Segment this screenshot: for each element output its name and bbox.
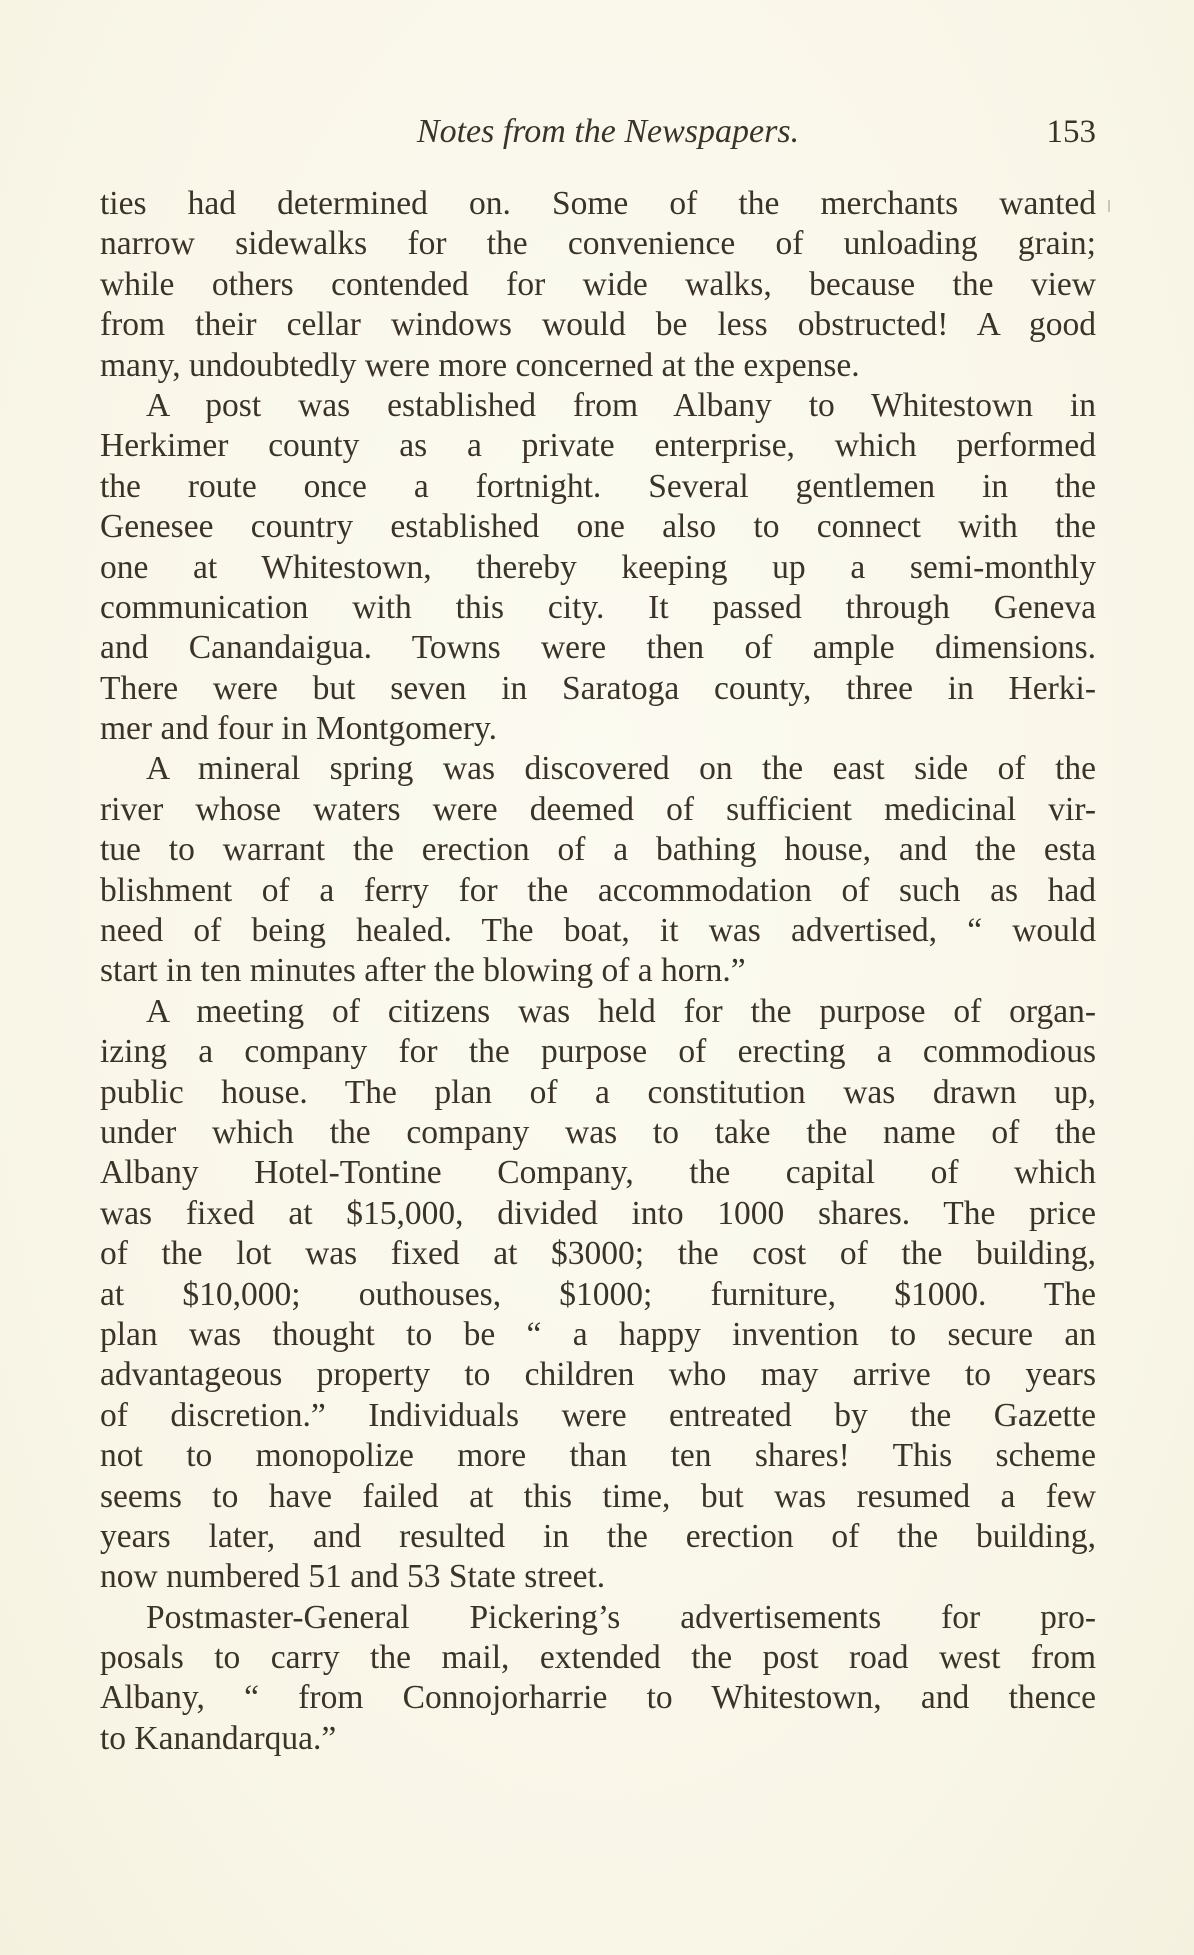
text-line: ties had determined on. Some of the merchants wanted [100, 185, 1096, 222]
text-line: under which the company was to take the name of the [100, 1113, 1096, 1151]
paragraph [100, 386, 1096, 750]
text-line: start in ten minutes after the blowing of a horn.” [100, 952, 746, 990]
text-line: years later, and resulted in the erection of the building, [100, 1517, 1096, 1555]
text-line: while others contended for wide walks, because the view [100, 265, 1096, 303]
text-line: the route once a fortnight. Several gentlemen in the [100, 467, 1096, 505]
text-line: Postmaster-General Pickering’s advertisements for pro- [146, 1598, 1096, 1636]
text-line: tue to warrant the erection of a bathing house, and the esta [100, 831, 1096, 869]
text-line: at $10,000; outhouses, $1000; furniture, $1000. The [100, 1275, 1096, 1313]
text-line: need of being healed. The boat, it was advertised, “ would [100, 912, 1096, 950]
paragraph [100, 184, 1096, 386]
text-line: now numbered 51 and 53 State street. [100, 1558, 606, 1596]
text-line: seems to have failed at this time, but was resumed a few [100, 1477, 1096, 1515]
text-line: izing a company for the purpose of erecting a commodious [100, 1033, 1096, 1071]
text-line: plan was thought to be “ a happy invention to secure an [100, 1315, 1096, 1353]
text-line: was fixed at $15,000, divided into 1000 shares. The price [100, 1194, 1096, 1232]
text-line: to Kanandarqua.” [100, 1719, 337, 1757]
margin-mark [1108, 200, 1110, 212]
text-line: from their cellar windows would be less obstructed! A good [100, 306, 1096, 344]
text-line: mer and four in Montgomery. [100, 710, 497, 748]
running-head [100, 110, 1096, 154]
text-line: A meeting of citizens was held for the purpose of organ- [146, 992, 1096, 1030]
text-line: Herkimer county as a private enterprise, which performed [100, 427, 1096, 465]
paragraph [100, 749, 1096, 991]
text-line: advantageous property to children who may arrive to years [100, 1356, 1096, 1394]
text-line: posals to carry the mail, extended the post road west from [100, 1639, 1096, 1677]
paragraph [100, 992, 1096, 1598]
paragraph [100, 1598, 1096, 1760]
text-line: narrow sidewalks for the convenience of unloading grain; [100, 225, 1096, 263]
page-number: 153 [1046, 114, 1096, 150]
text-line: many, undoubtedly were more concerned at the expense. [100, 346, 860, 384]
text-line: not to monopolize more than ten shares! This scheme [100, 1437, 1096, 1475]
text-line: and Canandaigua. Towns were then of ample dimensions. [100, 629, 1096, 667]
text-line: of discretion.” Individuals were entreated by the Gazette [100, 1396, 1096, 1434]
text-line: A post was established from Albany to Whitestown in [146, 386, 1096, 424]
running-title: Notes from the Newspapers. [416, 113, 800, 150]
text-line: Albany, “ from Connojorharrie to Whitestown, and thence [100, 1679, 1096, 1717]
text-line: communication with this city. It passed through Geneva [100, 588, 1096, 626]
text-line: There were but seven in Saratoga county, three in Herki- [100, 669, 1096, 707]
text-line: Genesee country established one also to connect with the [100, 508, 1096, 546]
text-line: blishment of a ferry for the accommodation of such as had [100, 871, 1096, 909]
text-line: of the lot was fixed at $3000; the cost of the building, [100, 1235, 1096, 1273]
body-text [100, 184, 1096, 1759]
text-line: A mineral spring was discovered on the east side of the [146, 750, 1096, 788]
text-line: river whose waters were deemed of sufficient medicinal vir- [100, 790, 1096, 828]
text-line: Albany Hotel-Tontine Company, the capital of which [100, 1154, 1096, 1192]
text-line: one at Whitestown, thereby keeping up a semi-monthly [100, 548, 1096, 586]
text-line: public house. The plan of a constitution was drawn up, [100, 1073, 1096, 1111]
